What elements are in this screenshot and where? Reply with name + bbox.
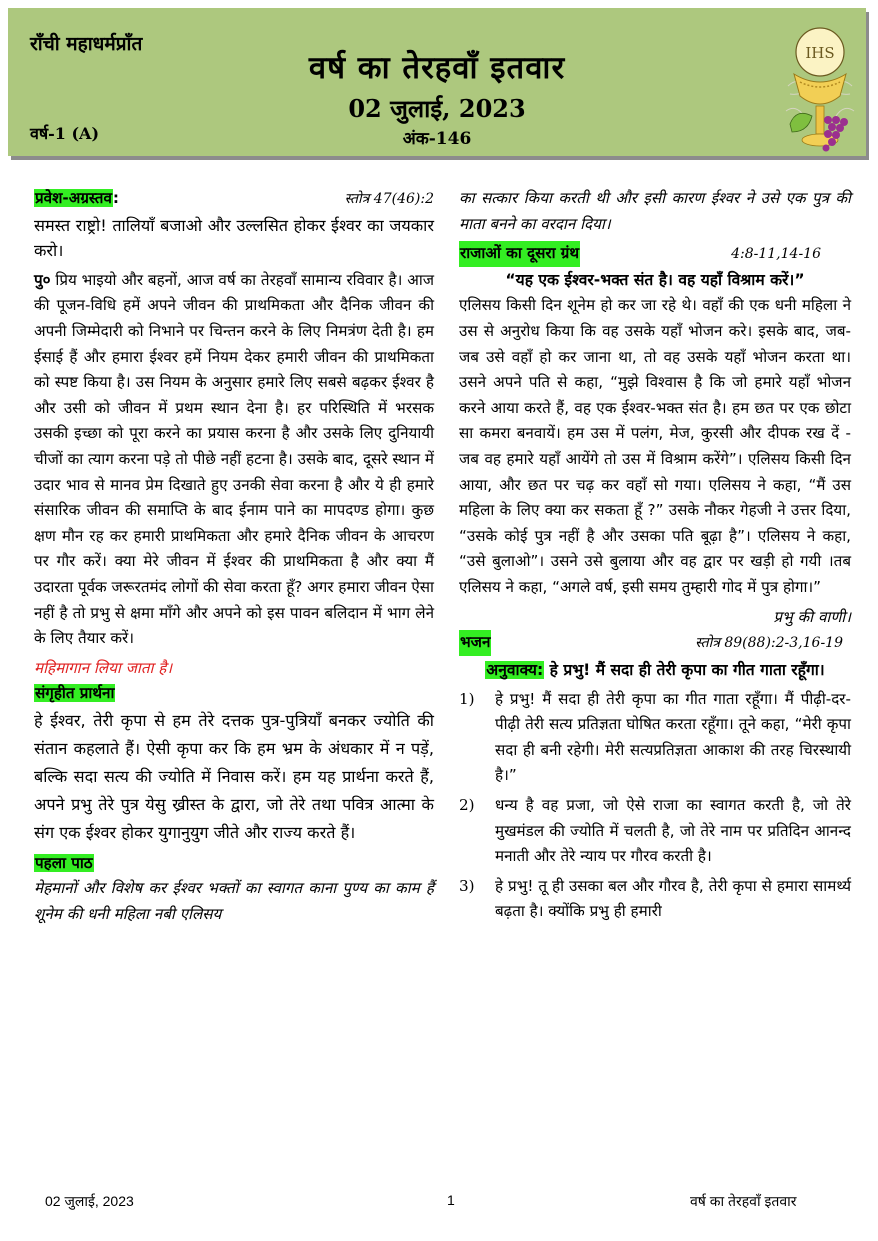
- entrance-antiphon-heading: प्रवेश-अग्रस्तव: [35, 189, 112, 207]
- first-reading-heading: पहला पाठ: [35, 853, 93, 872]
- psalm-heading: भजन: [459, 630, 491, 656]
- reading-book: राजाओं का दूसरा ग्रंथ: [459, 241, 580, 267]
- verse-text: धन्य है वह प्रजा, जो ऐसे राजा का स्वागत करती है, जो तेरे मुखमंडल की ज्योति में चलती है, जो तेरे नाम पर प्रतिदिन आनन्द मनाती और तेरे न्याय पर गौरव करती है।: [495, 796, 851, 866]
- first-reading-intro: मेहमानों और विशेष कर ईश्वर भक्तों का स्वागत काना पुण्य का काम हैं शूनेम की धनी महिला नबी एलिसय: [34, 879, 434, 924]
- footer-title: वर्ष का तेरहवाँ इतवार: [690, 1193, 797, 1209]
- issue-number: अंक-146: [402, 129, 472, 149]
- diocese-name: राँची महाधर्मप्राँत: [30, 33, 143, 55]
- psalm-verse: [459, 687, 851, 789]
- psalm-ref: स्तोत्र 89(88):2-3,16-19: [695, 635, 843, 652]
- reading-closing: प्रभु की वाणी।: [773, 607, 851, 626]
- entrance-antiphon-header: प्रवेश-अग्रस्तव: स्तोत्र 47(46):2: [34, 186, 434, 213]
- header-date: 02 जुलाई, 2023: [348, 94, 526, 123]
- psalm-refrain: [459, 658, 851, 683]
- intro-paragraph: पु० प्रिय भाइयो और बहनों, आज वर्ष का तेरहवाँ सामान्य रविवार है। आज की पूजन-विधि हमें अपने जीवन की प्राथमिकता और दैनिक जीवन की अपनी जिम्मेदारी को निभाने पर चिन्तन करने के लिए निमत्रंण देती है। हम ईसाई हैं और हमारा ईश्वर हमें नियम देकर हमारी जीवन की प्राथमिकता को स्पष्ट किया है। उस नियम के अनुसार हमारे लिए सबसे बढ़कर ईश्वर है और उसी को जीवन में प्रथम स्थान देना है। हर परिस्थिति में भरसक उसकी इच्छा को पूरा करने का प्रयास करना है और उसके लिए दुनियायी चीजों का त्याग करना पड़े तो पीछे नहीं हटना है। उसके बाद, दूसरे स्थान में उदार भाव से मानव प्रेम दिखाते हुए उनकी सेवा करना है और ये ही हमारे संसारिक जीवन की समाप्ति के बाद ईनाम पाने का मापदण्ड होगा। कुछ क्षण मौन रह कर हमारी प्राथमिकता और हमारे दैनिक जीवन के आचरण पर गौर करें। क्या मेरे जीवन में ईश्वर की प्राथमिकता है और क्या मैं उदारता पूर्वक जरूरतमंद लोगों की सेवा करता हूँ? अगर हमारा जीवन ऐसा नहीं है तो प्रभु से क्षमा माँगे और अपने को इस पावन बलिदान में भाग लेने के लिए तैयार करें।: [34, 270, 434, 648]
- svg-text:IHS: IHS: [805, 44, 835, 62]
- gloria-rubric: महिमागान लिया जाता है।: [34, 658, 173, 677]
- reading-header: [459, 241, 851, 268]
- page-title: वर्ष का तेरहवाँ इतवार: [308, 50, 566, 86]
- first-reading-intro-continued: का सत्कार किया करती थी और इसी कारण ईश्वर ने उसे एक पुत्र की माता बनने का वरदान दिया।: [459, 189, 851, 233]
- collect-text: हे ईश्वर, तेरी कृपा से हम तेरे दत्तक पुत्र-पुत्रियाँ बनकर ज्योति की संतान कहलाते हैं। ऐसी कृपा कर कि हम भ्रम के अंधकार में न पड़ें, बल्कि सदा सत्य की ज्योति में निवास करें। हम यह प्रार्थना करते हैं, अपने प्रभु तेरे पुत्र येसु ख्रीस्त के द्वारा, जो तेरे तथा पवित्र आत्मा के संग एक ईश्वर होकर युगानुयुग जीते और राज्य करते हैं।: [34, 710, 434, 842]
- psalm-header: [459, 630, 851, 657]
- left-column: [34, 186, 434, 932]
- psalm-verse: [459, 874, 851, 925]
- verse-number: 2): [459, 796, 475, 815]
- header-banner: [8, 8, 866, 156]
- verse-text: हे प्रभु! तू ही उसका बल और गौरव है, तेरी कृपा से हमारा सामर्थ्य बढ़ता है। क्योंकि प्रभु ही हमारी: [495, 876, 851, 921]
- verse-number: 1): [459, 689, 475, 708]
- refrain-text: हे प्रभु! मैं सदा ही तेरी कृपा का गीत गाता रहूँगा।: [544, 660, 825, 679]
- footer-date: 02 जुलाई, 2023: [45, 1193, 134, 1209]
- psalm-verse: [459, 793, 851, 870]
- entrance-antiphon-ref: स्तोत्र 47(46):2: [344, 191, 434, 207]
- reading-text: एलिसय किसी दिन शूनेम हो कर जा रहे थे। वहाँ की एक धनी महिला ने उस से अनुरोध किया कि वह उसके यहाँ भोजन करे। इसके बाद, जब-जब उसे वहाँ हो कर जाना था, तो वह उसके यहाँ भोजन करता था। उसने अपने पति से कहा, “मुझे विश्वास है कि जो हमारे यहाँ भोजन करने आया करते हैं, वह एक ईश्वर-भक्त संत है। हम छत पर एक छोटा सा कमरा बनवायें। हम उस में पलंग, मेज, कुरसी और दीपक रख दें - जब वह हमारे यहाँ आयेंगे तो उस में विश्राम करेंगे”। एलिसय किसी दिन आया, और छत पर चढ़ कर वहाँ सो गया। एलिसय ने कहा, “मैं उस महिला के लिए क्या कर सकता हूँ ?” उसके नौकर गेहजी ने उत्तर दिया, “उसके कोई पुत्र नहीं है और उसका पति बूढ़ा है”। एलिसय ने कहा, “उसे बुलाओ”। उसने उसे बुलाया और वह द्वार पर खड़ी हो गयी ।तब एलिसय ने कहा, “अगले वर्ष, इसी समय तुम्हारी गोद में पुत्र होगा।”: [459, 296, 851, 596]
- verse-text: हे प्रभु! मैं सदा ही तेरी कृपा का गीत गाता रहूँगा। मैं पीढ़ी-दर-पीढ़ी तेरी सत्य प्रतिज्ञता घोषित करता रहूँगा। तूने कहा, “मेरी कृपा सदा ही बनी रहेगी। मेरी सत्यप्रतिज्ञता आकाश की तरह चिरस्थायी है।”: [495, 689, 851, 785]
- chalice-icon: [778, 16, 862, 156]
- entrance-antiphon-text: समस्त राष्ट्रो! तालियाँ बजाओ और उल्लसित होकर ईश्वर का जयकार करो।: [34, 215, 434, 261]
- right-column: [459, 186, 851, 929]
- refrain-label: अनुवाक्य:: [486, 660, 544, 679]
- reading-ref: 4:8-11,14-16: [731, 246, 821, 263]
- verse-number: 3): [459, 876, 475, 895]
- page-number: 1: [447, 1192, 455, 1208]
- priest-prefix: पु०: [34, 270, 51, 289]
- collect-heading: संगृहीत प्रार्थना: [35, 684, 115, 703]
- reading-headline: “यह एक ईश्वर-भक्त संत है। वह यहाँ विश्राम करें।”: [505, 270, 805, 289]
- year-cycle: वर्ष-1 (A): [30, 124, 100, 143]
